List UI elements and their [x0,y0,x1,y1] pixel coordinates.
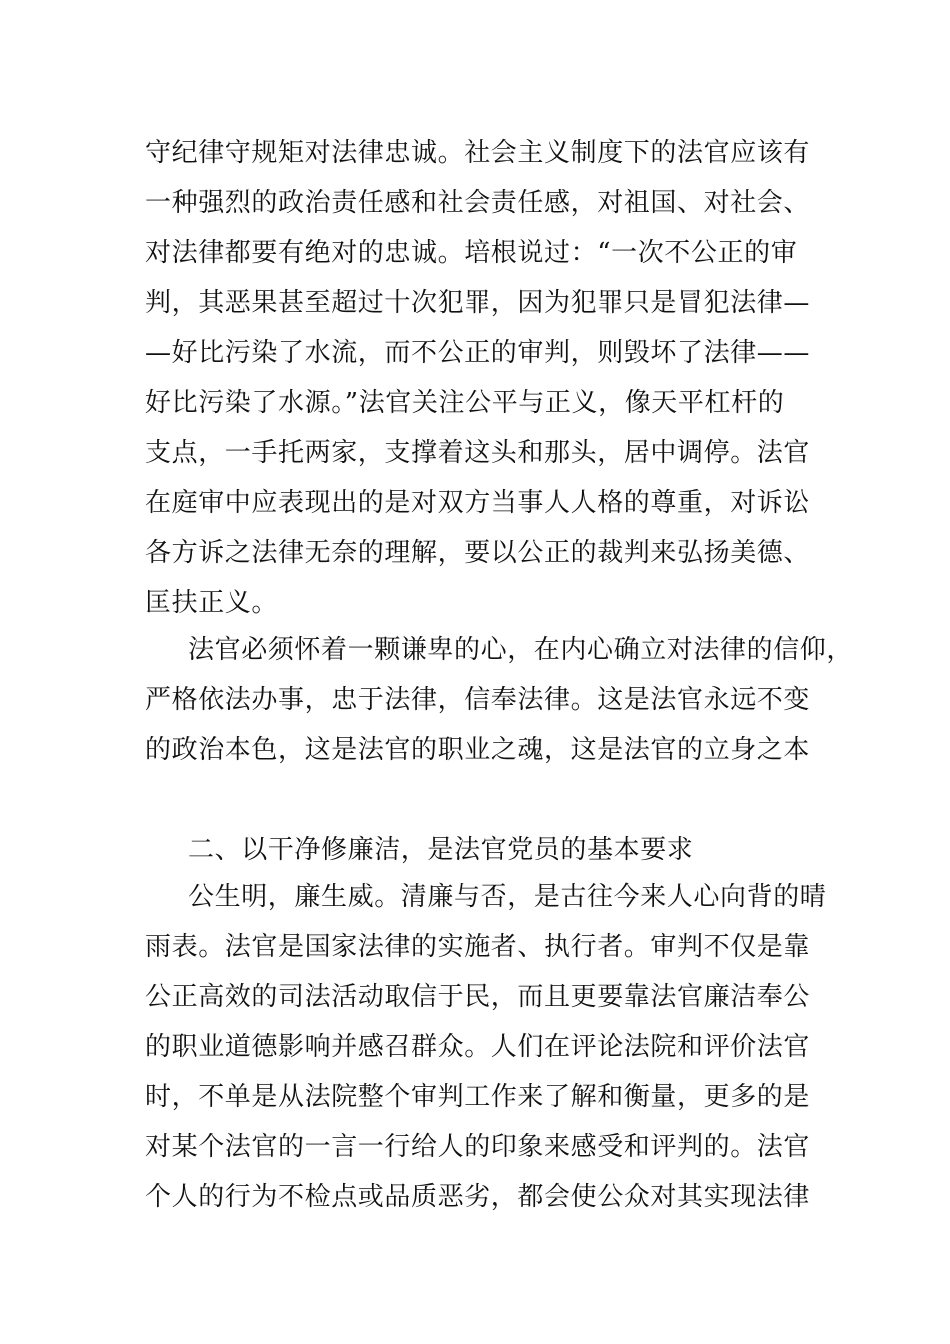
text-line: 好比污染了水源。”法官关注公平与正义，像天平杠杆的 [145,388,785,418]
text-line: 公正高效的司法活动取信于民，而且更要靠法官廉洁奉公 [145,982,811,1012]
text-line: 支点，一手托两家，支撑着这头和那头，居中调停。法官 [145,438,811,468]
text-line: 一种强烈的政治责任感和社会责任感，对祖国、对社会、 [145,188,811,218]
text-line: 公生明，廉生威。清廉与否，是古往今来人心向背的晴 [188,882,827,912]
text-line: 各方诉之法律无奈的理解，要以公正的裁判来弘扬美德、 [145,538,811,568]
text-line: 个人的行为不检点或品质恶劣，都会使公众对其实现法律 [145,1182,811,1212]
text-line: 严格依法办事，忠于法律，信奉法律。这是法官永远不变 [145,685,811,715]
text-line: 判，其恶果甚至超过十次犯罪，因为犯罪只是冒犯法律— [145,288,811,318]
text-line: 时，不单是从法院整个审判工作来了解和衡量，更多的是 [145,1082,811,1112]
text-line: 的政治本色，这是法官的职业之魂，这是法官的立身之本 [145,735,811,765]
text-line: —好比污染了水流，而不公正的审判，则毁坏了法律—— [145,338,811,368]
text-line: 对某个法官的一言一行给人的印象来感受和评判的。法官 [145,1132,811,1162]
text-line: 雨表。法官是国家法律的实施者、执行者。审判不仅是靠 [145,932,811,962]
text-line: 法官必须怀着一颗谦卑的心，在内心确立对法律的信仰， [188,635,854,665]
text-line: 的职业道德影响并感召群众。人们在评论法院和评价法官 [145,1032,811,1062]
text-line: 对法律都要有绝对的忠诚。培根说过：“一次不公正的审 [145,238,798,268]
text-line: 匡扶正义。 [145,588,279,618]
section-heading: 二、以干净修廉洁，是法官党员的基本要求 [188,835,694,865]
text-line: 守纪律守规矩对法律忠诚。社会主义制度下的法官应该有 [145,138,811,168]
text-line: 在庭审中应表现出的是对双方当事人人格的尊重，对诉讼 [145,488,811,518]
